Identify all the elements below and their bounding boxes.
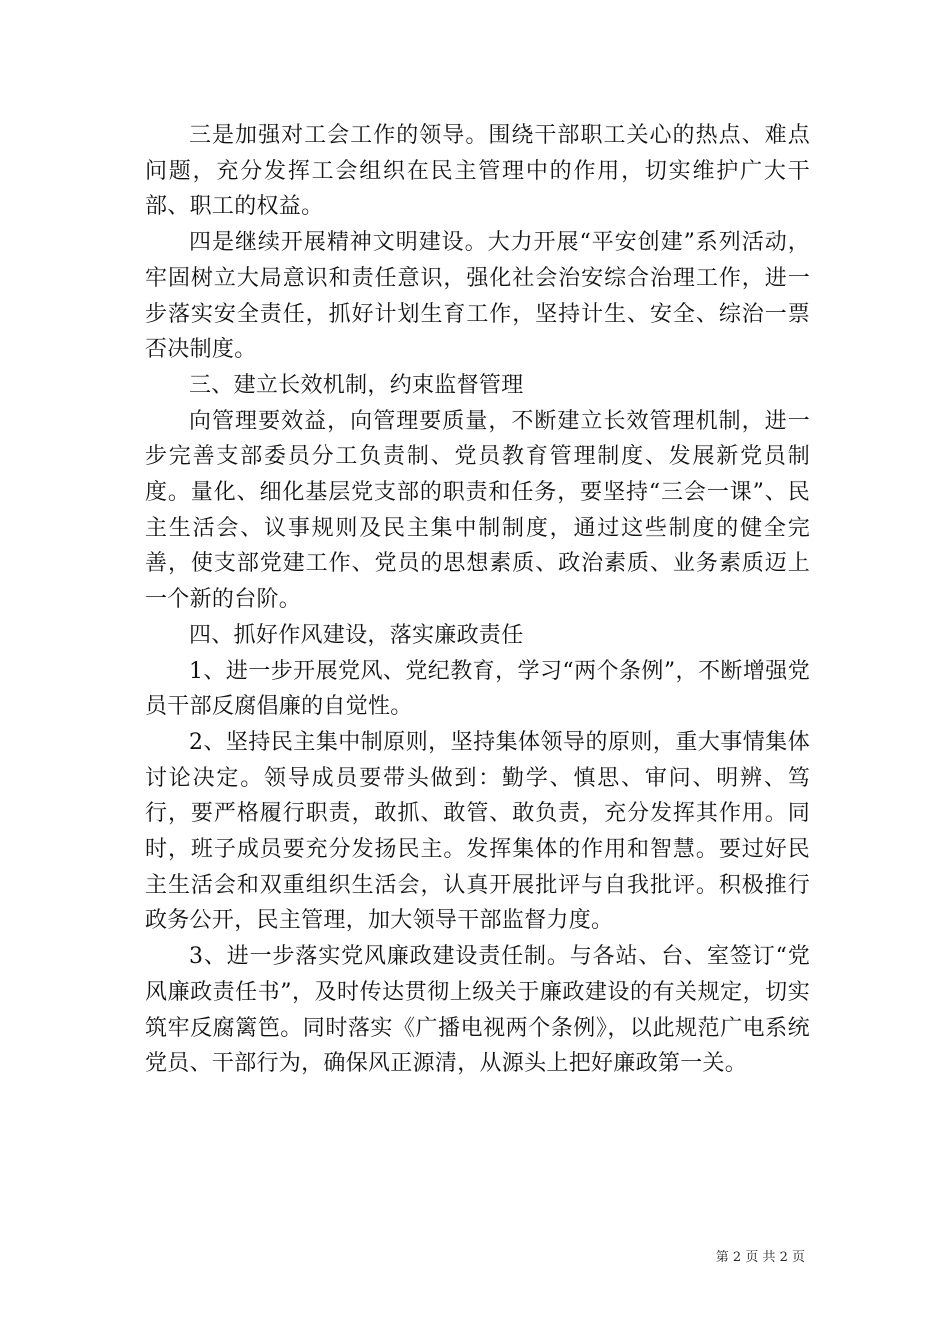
paragraph-union-work: 三是加强对工会工作的领导。围绕干部职工关心的热点、难点问题，充分发挥工会组织在民主管理中的作用，切实维护广大干部、职工的权益。 xyxy=(145,123,810,220)
paragraph-civilization-building: 四是继续开展精神文明建设。大力开展“平安创建”系列活动，牢固树立大局意识和责任意识，强化社会治安综合治理工作，进一步落实安全责任，抓好计划生育工作，坚持计生、安全、综治一票否决制度。 xyxy=(145,230,810,363)
page-number-footer: 第 2 页 共 2 页 xyxy=(715,1250,805,1265)
paragraph-item-1: 1、进一步开展党风、党纪教育，学习“两个条例”，不断增强党员干部反腐倡廉的自觉性。 xyxy=(145,658,810,720)
paragraph-management-mechanism: 向管理要效益，向管理要质量，不断建立长效管理机制，进一步完善支部委员分工负责制、党员教育管理制度、发展新党员制度。量化、细化基层党支部的职责和任务，要坚持“三会一课”、民主生活会、议事规则及民主集中制制度，通过这些制度的健全完善，使支部党建工作、党员的思想素质、政治素质、业务素质迈上一个新的台阶。 xyxy=(145,408,810,613)
paragraph-item-3: 3、进一步落实党风廉政建设责任制。与各站、台、室签订“党风廉政责任书”，及时传达贯彻上级关于廉政建设的有关规定，切实筑牢反腐篱笆。同时落实《广播电视两个条例》，以此规范广电系统党员、干部行为，确保风正源清，从源头上把好廉政第一关。 xyxy=(145,944,810,1077)
section-heading-long-term-mechanism: 三、建立长效机制，约束监督管理 xyxy=(189,372,524,398)
document-body xyxy=(145,118,810,1082)
section-heading-work-style: 四、抓好作风建设，落实廉政责任 xyxy=(189,622,524,648)
paragraph-item-2: 2、坚持民主集中制原则，坚持集体领导的原则，重大事情集体讨论决定。领导成员要带头做到：勤学、慎思、审问、明辨、笃行，要严格履行职责，敢抓、敢管、敢负责，充分发挥其作用。同时，班子成员要充分发扬民主。发挥集体的作用和智慧。要过好民主生活会和双重组织生活会，认真开展批评与自我批评。积极推行政务公开，民主管理，加大领导干部监督力度。 xyxy=(145,729,810,934)
